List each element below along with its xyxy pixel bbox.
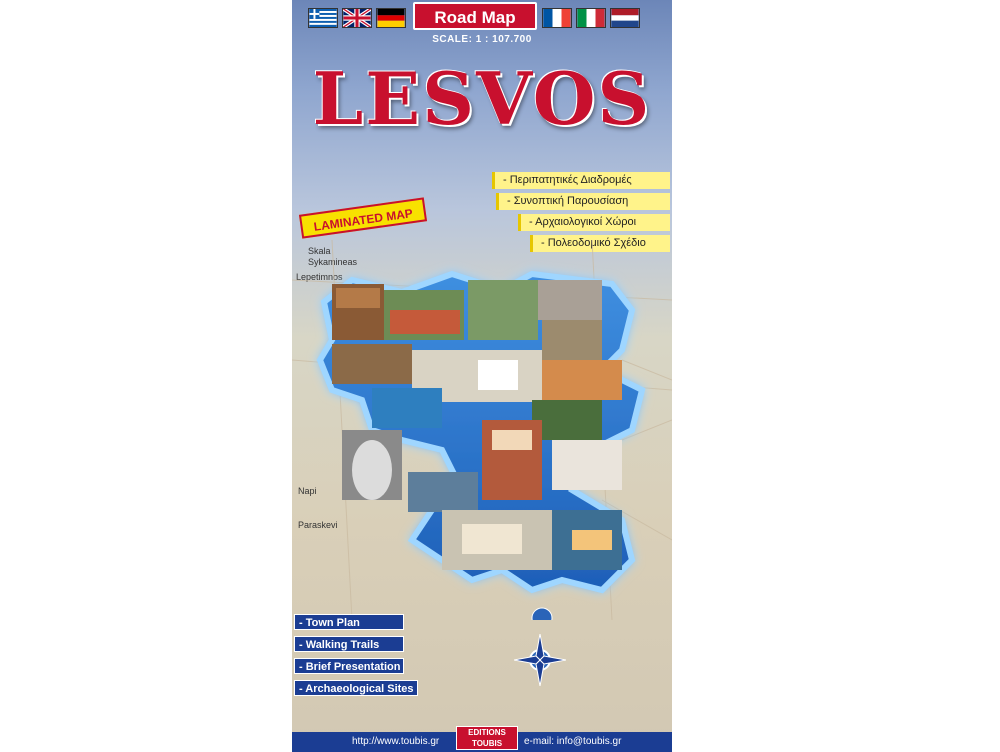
italian-flag-icon bbox=[576, 8, 606, 28]
map-label-sykamineas: Sykamineas bbox=[308, 257, 358, 267]
french-flag-icon bbox=[542, 8, 572, 28]
uk-flag-icon bbox=[342, 8, 372, 28]
greek-flag-icon bbox=[308, 8, 338, 28]
map-label-skala: Skala bbox=[308, 246, 331, 256]
greek-label-brief: - Συνοπτική Παρουσίαση bbox=[496, 193, 670, 210]
english-label-archaeological: - Archaeological Sites bbox=[294, 680, 418, 696]
german-flag-icon bbox=[376, 8, 406, 28]
laminated-badge: LAMINATED MAP bbox=[299, 197, 427, 238]
english-label-townplan: - Town Plan bbox=[294, 614, 404, 630]
map-label-lepetimnos: Lepetimnos bbox=[296, 272, 343, 282]
map-label-paraskevi: Paraskevi bbox=[298, 520, 338, 530]
island-photo-collage bbox=[292, 240, 672, 620]
english-label-walking: - Walking Trails bbox=[294, 636, 404, 652]
cover-title: LESVOS bbox=[312, 56, 652, 141]
compass-rose-icon bbox=[514, 634, 566, 686]
dutch-flag-icon bbox=[610, 8, 640, 28]
map-cover bbox=[292, 0, 672, 752]
map-label-napi: Napi bbox=[298, 486, 317, 496]
footer-bar bbox=[292, 728, 672, 752]
english-label-brief: - Brief Presentation bbox=[294, 658, 404, 674]
greek-label-archaeological: - Αρχαιολογικοί Χώροι bbox=[518, 214, 670, 231]
website-link[interactable]: http://www.toubis.gr bbox=[352, 736, 440, 747]
greek-label-townplan: - Πολεοδομικό Σχέδιο bbox=[530, 235, 670, 252]
publisher-logo: EDITIONS TOUBIS bbox=[456, 726, 518, 750]
email-link[interactable]: e-mail: info@toubis.gr bbox=[524, 736, 622, 747]
scale-text: SCALE: 1 : 107.700 bbox=[432, 34, 532, 45]
compass-icon bbox=[532, 608, 552, 620]
road-map-badge: Road Map bbox=[413, 2, 537, 30]
greek-label-walking: - Περιπατητικές Διαδρομές bbox=[492, 172, 670, 189]
